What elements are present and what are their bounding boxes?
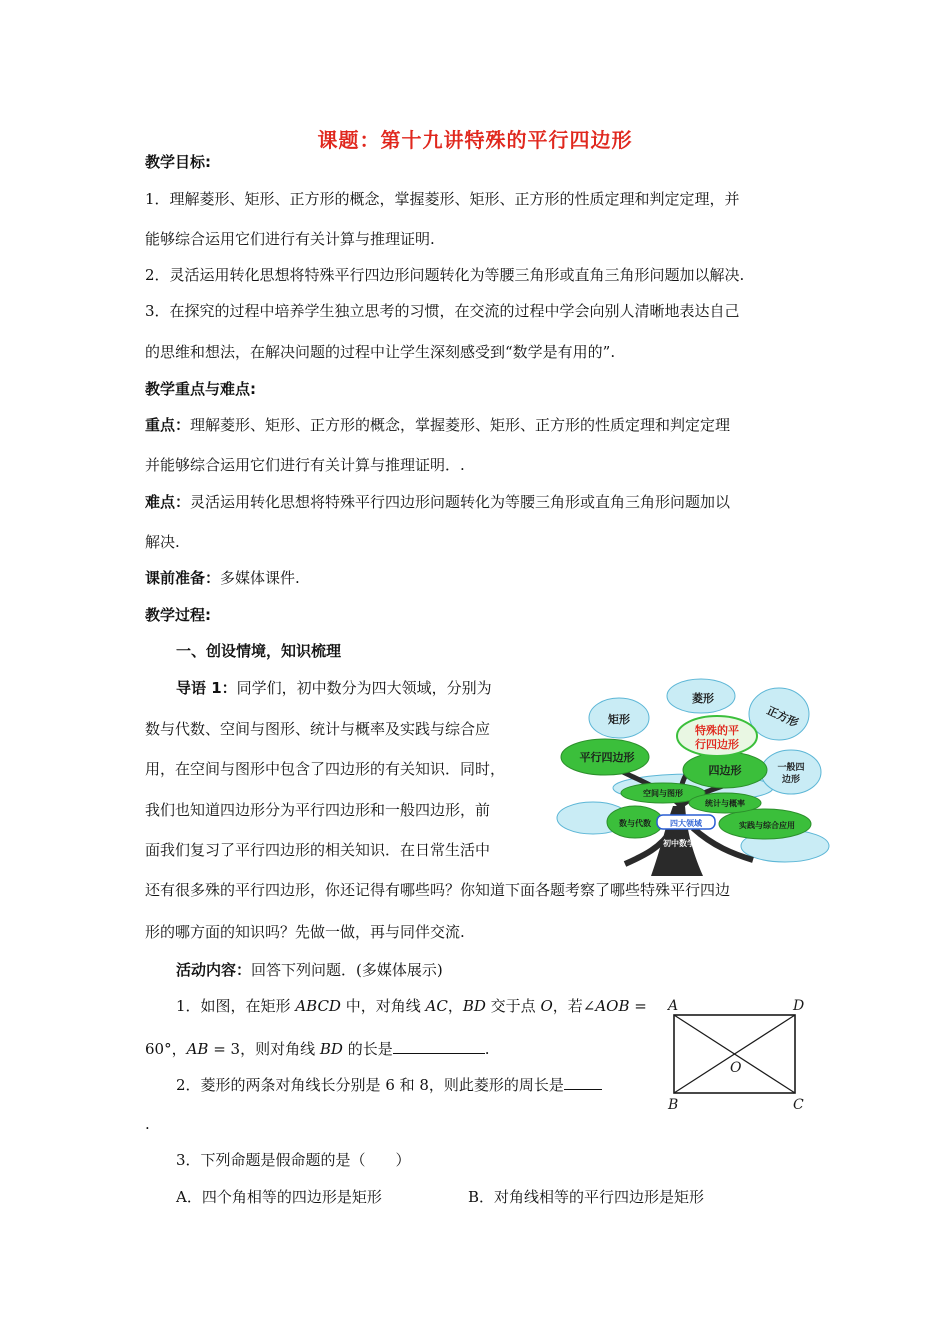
goal-1-line-a: 1．理解菱形、矩形、正方形的概念，掌握菱形、矩形、正方形的性质定理和判定定理，并 [145, 190, 740, 208]
node-quadrilateral: 四边形 [708, 764, 742, 777]
node-juxing: 矩形 [608, 713, 630, 726]
goals-heading: 教学目标: [145, 153, 211, 171]
q1-text: 中，对角线 [340, 997, 426, 1015]
q1-var-bd: BD [319, 1040, 343, 1058]
question-1-line-b [145, 1037, 490, 1059]
answer-blank-1[interactable] [393, 1037, 485, 1054]
node-practice: 实践与综合应用 [739, 821, 795, 830]
activity-line [176, 960, 443, 980]
q1-text: 60°， [145, 1040, 187, 1058]
node-general-2: 边形 [781, 775, 801, 785]
difficulty-line-b: 解决. [145, 533, 180, 551]
node-special-2: 行四边形 [695, 738, 739, 751]
q1-var-abcd: ABCD [295, 997, 341, 1015]
q1-text: 交于点 [485, 997, 541, 1015]
q1-var-o: O [540, 997, 553, 1015]
goal-2: 2．灵活运用转化思想将特殊平行四边形问题转化为等腰三角形或直角三角形问题加以解决. [145, 266, 745, 284]
difficulty-text-a: 灵活运用转化思想将特殊平行四边形问题转化为等腰三角形或直角三角形问题加以 [190, 493, 731, 511]
node-four-fields: 四大领域 [670, 819, 702, 828]
q1-text: 的长是 [342, 1040, 393, 1058]
intro-label: 导语 1： [176, 679, 237, 697]
goal-3-line-b: 的思维和想法，在解决问题的过程中让学生深刻感受到“数学是有用的”. [145, 343, 616, 361]
difficulty-label: 难点： [145, 493, 191, 511]
question-2-line [176, 1073, 602, 1095]
key-points-heading: 教学重点与难点: [145, 380, 256, 398]
intro-line-1 [176, 678, 492, 698]
prep-line [145, 568, 300, 588]
question-2-period: . [145, 1115, 150, 1133]
key-label: 重点： [145, 416, 191, 434]
vertex-a-label: A [668, 998, 679, 1014]
vertex-b-label: B [668, 1097, 679, 1113]
page-title: 课题：第十九讲特殊的平行四边形 [317, 128, 633, 152]
q1-var-ac: AC [425, 997, 448, 1015]
center-o-label: O [730, 1060, 742, 1076]
prep-text: 多媒体课件. [220, 569, 300, 587]
process-heading: 教学过程: [145, 606, 211, 624]
rectangle-abcd-figure [662, 994, 812, 1116]
intro-line-7: 形的哪方面的知识吗？先做一做，再与同伴交流. [145, 923, 465, 941]
goal-1-line-b: 能够综合运用它们进行有关计算与推理证明. [145, 230, 435, 248]
key-point-line-b: 并能够综合运用它们进行有关计算与推理证明．. [145, 456, 465, 474]
node-lingxing: 菱形 [692, 692, 714, 705]
q1-text: . [484, 1040, 490, 1058]
q1-var-aob: AOB [595, 997, 630, 1015]
q1-text: ， [447, 997, 463, 1015]
q1-text: = 3，则对角线 [208, 1040, 320, 1058]
activity-label: 活动内容： [176, 961, 252, 979]
question-1-line-a [176, 996, 647, 1016]
node-stats: 统计与概率 [705, 799, 745, 808]
option-b: B．对角线相等的平行四边形是矩形 [468, 1188, 705, 1206]
vertex-c-label: C [793, 1097, 804, 1113]
node-zhengfangxing: 正方形 [764, 703, 801, 730]
node-parallelogram: 平行四边形 [579, 751, 635, 764]
vertex-d-label: D [793, 998, 805, 1014]
answer-blank-2[interactable] [564, 1073, 602, 1090]
q1-var-bd: BD [462, 997, 486, 1015]
intro-line-6: 还有很多殊的平行四边形，你还记得有哪些吗？你知道下面各题考察了哪些特殊平行四边 [145, 881, 731, 899]
q1-text: ，若∠ [552, 997, 596, 1015]
goal-3-line-a: 3．在探究的过程中培养学生独立思考的习惯，在交流的过程中学会向别人清晰地表达自己 [145, 302, 740, 320]
knowledge-tree-illustration [553, 678, 833, 876]
section-1-heading: 一、创设情境，知识梳理 [176, 642, 342, 660]
intro-text-1: 同学们，初中数分为四大领域，分别为 [236, 679, 492, 697]
node-special-1: 特殊的平 [695, 724, 739, 737]
question-3: 3．下列命题是假命题的是（ ） [176, 1151, 411, 1169]
intro-line-4: 我们也知道四边形分为平行四边形和一般四边形，前 [145, 801, 491, 819]
intro-line-5: 面我们复习了平行四边形的相关知识．在日常生活中 [145, 841, 491, 859]
prep-label: 课前准备： [145, 569, 221, 587]
key-text-a: 理解菱形、矩形、正方形的概念，掌握菱形、矩形、正方形的性质定理和判定定理 [190, 416, 731, 434]
key-point-line-a [145, 415, 730, 435]
q1-text: 1．如图，在矩形 [176, 997, 296, 1015]
activity-text: 回答下列问题．(多媒体展示) [251, 961, 443, 979]
q1-var-ab: AB [186, 1040, 209, 1058]
intro-line-2: 数与代数、空间与图形、统计与概率及实践与综合应 [145, 720, 491, 738]
q2-text: 2．菱形的两条对角线长分别是 6 和 8，则此菱形的周长是 [176, 1076, 564, 1094]
node-space: 空间与图形 [643, 789, 683, 798]
node-general-1: 一般四 [777, 763, 805, 773]
option-a: A．四个角相等的四边形是矩形 [176, 1188, 382, 1206]
node-trunk: 初中数学 [663, 839, 695, 848]
node-algebra: 数与代数 [619, 819, 651, 828]
intro-line-3: 用，在空间与图形中包含了四边形的有关知识．同时， [145, 760, 506, 778]
difficulty-line-a [145, 492, 730, 512]
q1-text: = [629, 997, 647, 1015]
